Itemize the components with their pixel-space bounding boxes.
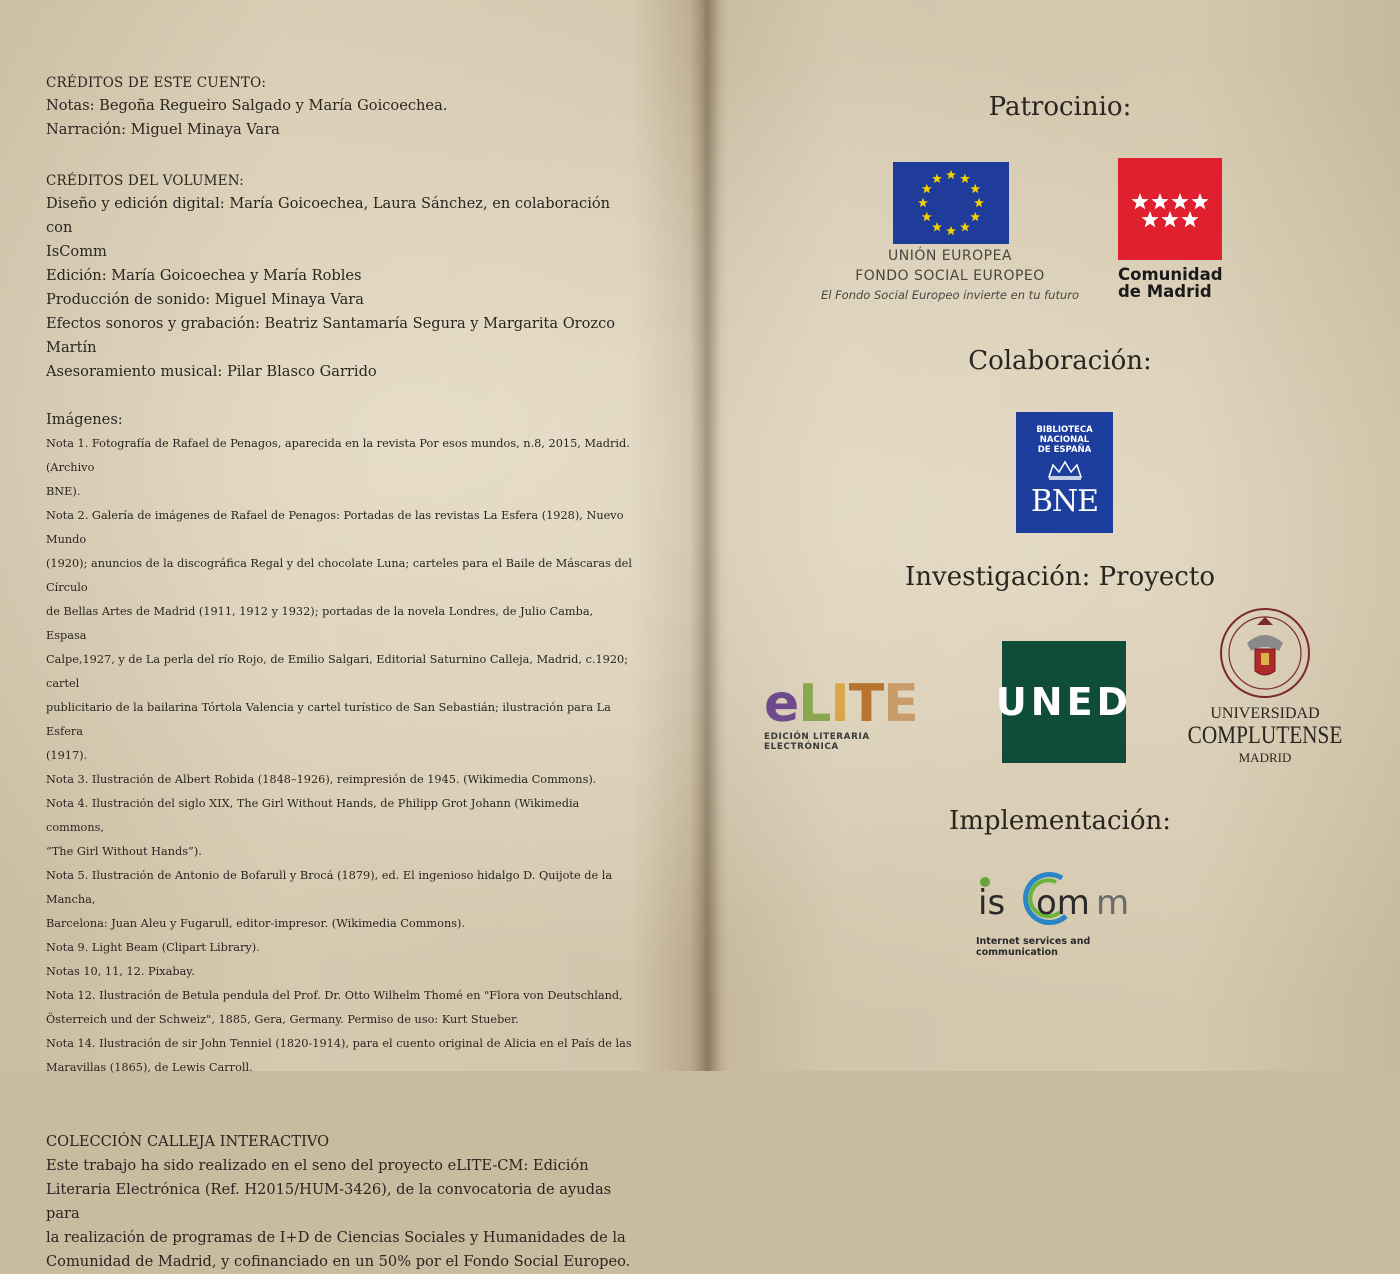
image-note-line: Maravillas (1865), de Lewis Carroll. [46, 1061, 253, 1074]
volume-credit-line: IsComm [46, 243, 107, 260]
ucm-line1: UNIVERSIDAD [1210, 705, 1320, 722]
eu-star-icon [970, 212, 980, 221]
collection-line: Este trabajo ha sido realizado en el seno del proyecto eLITE-CM: Edición [46, 1157, 589, 1174]
collection-line: Comunidad de Madrid, y cofinanciado en un 50% por el Fondo Social Europeo. [46, 1253, 631, 1270]
image-note-line: Nota 4. Ilustración del siglo XIX, The Girl Without Hands, de Philipp Grot Johann (Wikimedia commons, [46, 797, 580, 834]
story-credits-heading: CRÉDITOS DE ESTE CUENTO: [46, 75, 267, 91]
volume-credit-line: Diseño y edición digital: María Goicoechea, Laura Sánchez, en colaboración con [46, 195, 611, 236]
madrid-star-icon [1161, 211, 1178, 227]
eu-caption-line2: FONDO SOCIAL EUROPEO [855, 268, 1045, 284]
patrocinio-title: Patrocinio: [988, 92, 1132, 122]
eu-star-icon [922, 184, 932, 193]
eu-star-icon [922, 212, 932, 221]
eu-star-icon [970, 184, 980, 193]
madrid-logo-line2: de Madrid [1118, 282, 1212, 301]
images-heading: Imágenes: [46, 411, 123, 428]
madrid-logo-line1: Comunidad [1118, 265, 1223, 284]
image-note-line: Nota 5. Ilustración de Antonio de Bofarull y Brocá (1879), ed. El ingenioso hidalgo D. Quijote de la Mancha, [46, 869, 613, 906]
page-fold [690, 0, 720, 1071]
elite-letter: e [764, 674, 799, 734]
ucm-seal-icon [1217, 605, 1313, 701]
image-note-line: Österreich und der Schweiz", 1885, Gera, Germany. Permiso de uso: Kurt Stueber. [46, 1013, 519, 1026]
image-note-line: Notas 10, 11, 12. Pixabay. [46, 965, 195, 978]
investigacion-title: Investigación: Proyecto [905, 562, 1215, 592]
image-note-line: “The Girl Without Hands”). [46, 845, 202, 858]
eu-stars-icon [893, 162, 1009, 244]
bne-line1: BIBLIOTECA [1036, 425, 1093, 435]
image-note-line: (1917). [46, 749, 88, 762]
volume-credit-line: Asesoramiento musical: Pilar Blasco Garrido [46, 363, 377, 380]
iscomm-caption: Internet services and communication [976, 936, 1091, 958]
image-note-line: Nota 2. Galería de imágenes de Rafael de Penagos: Portadas de las revistas La Esfera (1928), Nuevo Mundo [46, 509, 624, 546]
eu-star-icon [918, 198, 928, 207]
madrid-star-icon [1181, 211, 1198, 227]
left-page-credits [46, 72, 636, 1274]
madrid-star-icon [1171, 193, 1188, 209]
eu-star-icon [946, 170, 956, 179]
image-note-line: publicitario de la bailarina Tórtola Valencia y cartel turístico de San Sebastián; ilustración para La Esfera [46, 701, 611, 738]
eu-star-icon [932, 174, 942, 183]
image-note-line: Calpe,1927, y de La perla del río Rojo, de Emilio Salgari, Editorial Saturnino Calleja, Madrid, c.1920; cartel [46, 653, 629, 690]
collection-heading: COLECCIÓN CALLEJA INTERACTIVO [46, 1133, 330, 1150]
svg-text:is: is [978, 883, 1006, 923]
elite-logo [764, 676, 944, 752]
iscomm-wordmark-icon [976, 868, 1146, 930]
elite-letter: E [883, 674, 918, 734]
story-credit-line: Narración: Miguel Minaya Vara [46, 121, 280, 138]
colaboracion-title: Colaboración: [968, 346, 1152, 376]
madrid-stars-icon [1118, 158, 1222, 260]
iscomm-logo [976, 868, 1146, 958]
eu-star-icon [932, 222, 942, 231]
image-note-line: Nota 12. Ilustración de Betula pendula del Prof. Dr. Otto Wilhelm Thomé en "Flora von Deutschland, [46, 989, 623, 1002]
madrid-star-icon [1151, 193, 1168, 209]
volume-credit-line: Martín [46, 339, 97, 356]
madrid-star-icon [1131, 193, 1148, 209]
volume-credits-heading: CRÉDITOS DEL VOLUMEN: [46, 173, 244, 189]
elite-caption: EDICIÓN LITERARIA ELECTRÓNICA [764, 732, 870, 752]
madrid-star-icon [1191, 193, 1208, 209]
image-note-line: Barcelona: Juan Aleu y Fugarull, editor-impresor. (Wikimedia Commons). [46, 917, 466, 930]
ucm-logo [1165, 605, 1365, 767]
madrid-logo-text [1118, 266, 1228, 300]
image-note-line: de Bellas Artes de Madrid (1911, 1912 y 1932); portadas de la novela Londres, de Julio Camba, Espasa [46, 605, 594, 642]
bne-line2: NACIONAL [1039, 435, 1090, 445]
eu-star-icon [960, 174, 970, 183]
eu-caption-line3: El Fondo Social Europeo invierte en tu futuro [820, 288, 1080, 302]
bne-acronym: BNE [1030, 484, 1099, 519]
volume-credit-line: Edición: María Goicoechea y María Robles [46, 267, 362, 284]
ucm-line2: COMPLUTENSE [1187, 722, 1343, 749]
svg-text:m: m [1096, 883, 1130, 923]
elite-letter: T [848, 674, 884, 734]
eu-star-icon [946, 226, 956, 235]
madrid-star-icon [1141, 211, 1158, 227]
image-note-line: Nota 1. Fotografía de Rafael de Penagos, aparecida en la revista Por esos mundos, n.8, 2015, Madrid. (Archivo [46, 437, 630, 474]
implementacion-title: Implementación: [948, 806, 1172, 836]
collection-line: Literaria Electrónica (Ref. H2015/HUM-3426), de la convocatoria de ayudas para [46, 1181, 612, 1222]
image-note-line: BNE). [46, 485, 81, 498]
eu-flag-logo [893, 162, 1009, 244]
eu-star-icon [960, 222, 970, 231]
collection-line: la realización de programas de I+D de Ciencias Sociales y Humanidades de la [46, 1229, 626, 1246]
eu-star-icon [974, 198, 984, 207]
crown-icon [1045, 459, 1085, 481]
comunidad-madrid-logo [1118, 158, 1222, 260]
image-note-line: Nota 3. Ilustración de Albert Robida (1848–1926), reimpresión de 1945. (Wikimedia Commons). [46, 773, 597, 786]
eu-caption-line1: UNIÓN EUROPEA [888, 248, 1012, 264]
elite-letter: L [798, 674, 831, 734]
bne-line3: DE ESPAÑA [1037, 445, 1092, 455]
story-credit-line: Notas: Begoña Regueiro Salgado y María Goicoechea. [46, 97, 448, 114]
volume-credit-line: Producción de sonido: Miguel Minaya Vara [46, 291, 364, 308]
image-note-line: Nota 9. Light Beam (Clipart Library). [46, 941, 260, 954]
volume-credit-line: Efectos sonoros y grabación: Beatriz Santamaría Segura y Margarita Orozco [46, 315, 616, 332]
ucm-line3: MADRID [1238, 750, 1292, 765]
bne-logo [1016, 412, 1113, 533]
right-page-logos [720, 0, 1400, 1071]
svg-text:om: om [1036, 883, 1090, 923]
image-note-line: (1920); anuncios de la discográfica Regal y del chocolate Luna; carteles para el Baile de Máscaras del Círculo [46, 557, 632, 594]
image-note-line: Nota 14. Ilustración de sir John Tenniel (1820-1914), para el cuento original de Alicia en el País de las [46, 1037, 632, 1050]
uned-logo: UNED [1002, 641, 1126, 763]
elite-wordmark [764, 676, 944, 732]
elite-letter: I [830, 674, 849, 734]
